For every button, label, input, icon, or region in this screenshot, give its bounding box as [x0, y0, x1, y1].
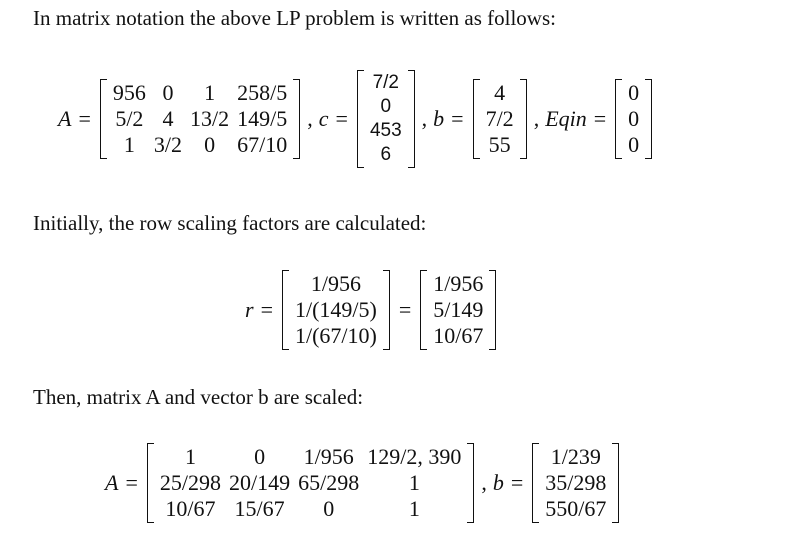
table-row [482, 132, 518, 158]
vector-cell: 4 [494, 80, 506, 105]
equals-sign: = [398, 297, 412, 322]
table-row [156, 470, 466, 496]
comma: , [533, 106, 540, 131]
vector-eqin [615, 79, 652, 159]
matrix-a-scaled [147, 443, 475, 523]
matrix-cell: 1/956 [303, 444, 354, 469]
scaled-matrices-equation [105, 437, 621, 529]
vector-r-expression [282, 270, 390, 350]
matrix-cell: 15/67 [234, 496, 285, 521]
equals-sign: = [510, 470, 524, 495]
vector-cell: 0 [628, 80, 640, 105]
problem-matrices-equation [58, 60, 654, 178]
symbol-b: b [433, 106, 445, 131]
table-row [109, 80, 291, 106]
vector-cell: 7/2 [372, 72, 399, 93]
vector-cell: 7/2 [485, 106, 514, 131]
matrix-cell: 13/2 [190, 106, 230, 131]
table-row [366, 71, 406, 95]
table-row [429, 271, 487, 297]
table-row [291, 271, 381, 297]
vector-cell: 55 [488, 132, 511, 157]
matrix-cell: 3/2 [153, 132, 182, 157]
matrix-cell: 1 [204, 80, 216, 105]
symbol-eqin: Eqin [545, 106, 587, 131]
symbol-a: A [58, 106, 72, 131]
vector-cell: 1/(149/5) [294, 297, 377, 322]
vector-cell: 1/(67/10) [294, 323, 377, 348]
vector-cell: 1/956 [433, 271, 484, 296]
symbol-b: b [492, 470, 504, 495]
equals-sign: = [125, 470, 138, 495]
table-row [482, 106, 518, 132]
row-scaling-equation [245, 264, 498, 356]
equals-sign: = [451, 106, 464, 131]
table-row [541, 444, 610, 470]
matrix-cell: 956 [112, 80, 146, 105]
matrix-a [100, 79, 300, 159]
vector-cell: 550/67 [545, 496, 607, 521]
scaling-factors-text: Initially, the row scaling factors are calculated: [33, 211, 427, 235]
vector-cell: 10/67 [433, 323, 484, 348]
vector-cell: 35/298 [545, 470, 607, 495]
matrix-cell: 0 [204, 132, 216, 157]
matrix-cell: 258/5 [237, 80, 288, 105]
matrix-cell: 65/298 [298, 470, 360, 495]
comma: , [307, 106, 313, 131]
matrix-cell: 5/2 [115, 106, 144, 131]
matrix-cell: 0 [254, 444, 266, 469]
vector-cell: 0 [380, 96, 392, 117]
matrix-cell: 67/10 [237, 132, 288, 157]
table-row [109, 132, 291, 158]
vector-cell: 5/149 [433, 297, 484, 322]
matrix-cell: 25/298 [159, 470, 221, 495]
intro-text: In matrix notation the above LP problem is written as follows: [33, 6, 556, 30]
symbol-c: c [318, 106, 329, 131]
table-row [109, 106, 291, 132]
table-row [291, 297, 381, 323]
matrix-cell: 20/149 [229, 470, 291, 495]
table-row [541, 470, 610, 496]
table-row [156, 444, 466, 470]
table-row [156, 496, 466, 522]
comma: , [481, 470, 487, 495]
symbol-r: r [245, 297, 254, 322]
matrix-cell: 129/2, 390 [367, 444, 462, 469]
equals-sign: = [593, 106, 607, 131]
matrix-cell: 149/5 [237, 106, 288, 131]
table-row [429, 323, 487, 349]
matrix-cell: 0 [323, 496, 335, 521]
matrix-cell: 0 [162, 80, 174, 105]
vector-b-scaled [532, 443, 619, 523]
vector-cell: 1/239 [550, 444, 601, 469]
table-row [291, 323, 381, 349]
vector-cell: 1/956 [310, 271, 361, 296]
vector-c [357, 70, 415, 168]
equals-sign: = [78, 106, 91, 131]
table-row [482, 80, 518, 106]
vector-cell: 6 [380, 144, 392, 165]
comma: , [421, 106, 428, 131]
matrix-cell: 4 [162, 106, 174, 131]
matrix-cell: 1 [123, 132, 135, 157]
vector-r [420, 270, 496, 350]
matrix-cell: 1 [408, 496, 420, 521]
table-row [624, 80, 643, 106]
equals-sign: = [260, 297, 273, 322]
vector-cell: 453 [369, 120, 402, 141]
table-row [429, 297, 487, 323]
table-row [541, 496, 610, 522]
matrix-cell: 1 [184, 444, 196, 469]
vector-cell: 0 [628, 132, 640, 157]
matrix-cell: 10/67 [165, 496, 216, 521]
table-row [366, 119, 406, 143]
table-row [624, 132, 643, 158]
symbol-a: A [105, 470, 119, 495]
scaled-text: Then, matrix A and vector b are scaled: [33, 385, 364, 409]
table-row [366, 95, 406, 119]
table-row [366, 143, 406, 167]
table-row [624, 106, 643, 132]
matrix-cell: 1 [408, 470, 420, 495]
equals-sign: = [335, 106, 348, 131]
vector-cell: 0 [628, 106, 640, 131]
vector-b [473, 79, 527, 159]
